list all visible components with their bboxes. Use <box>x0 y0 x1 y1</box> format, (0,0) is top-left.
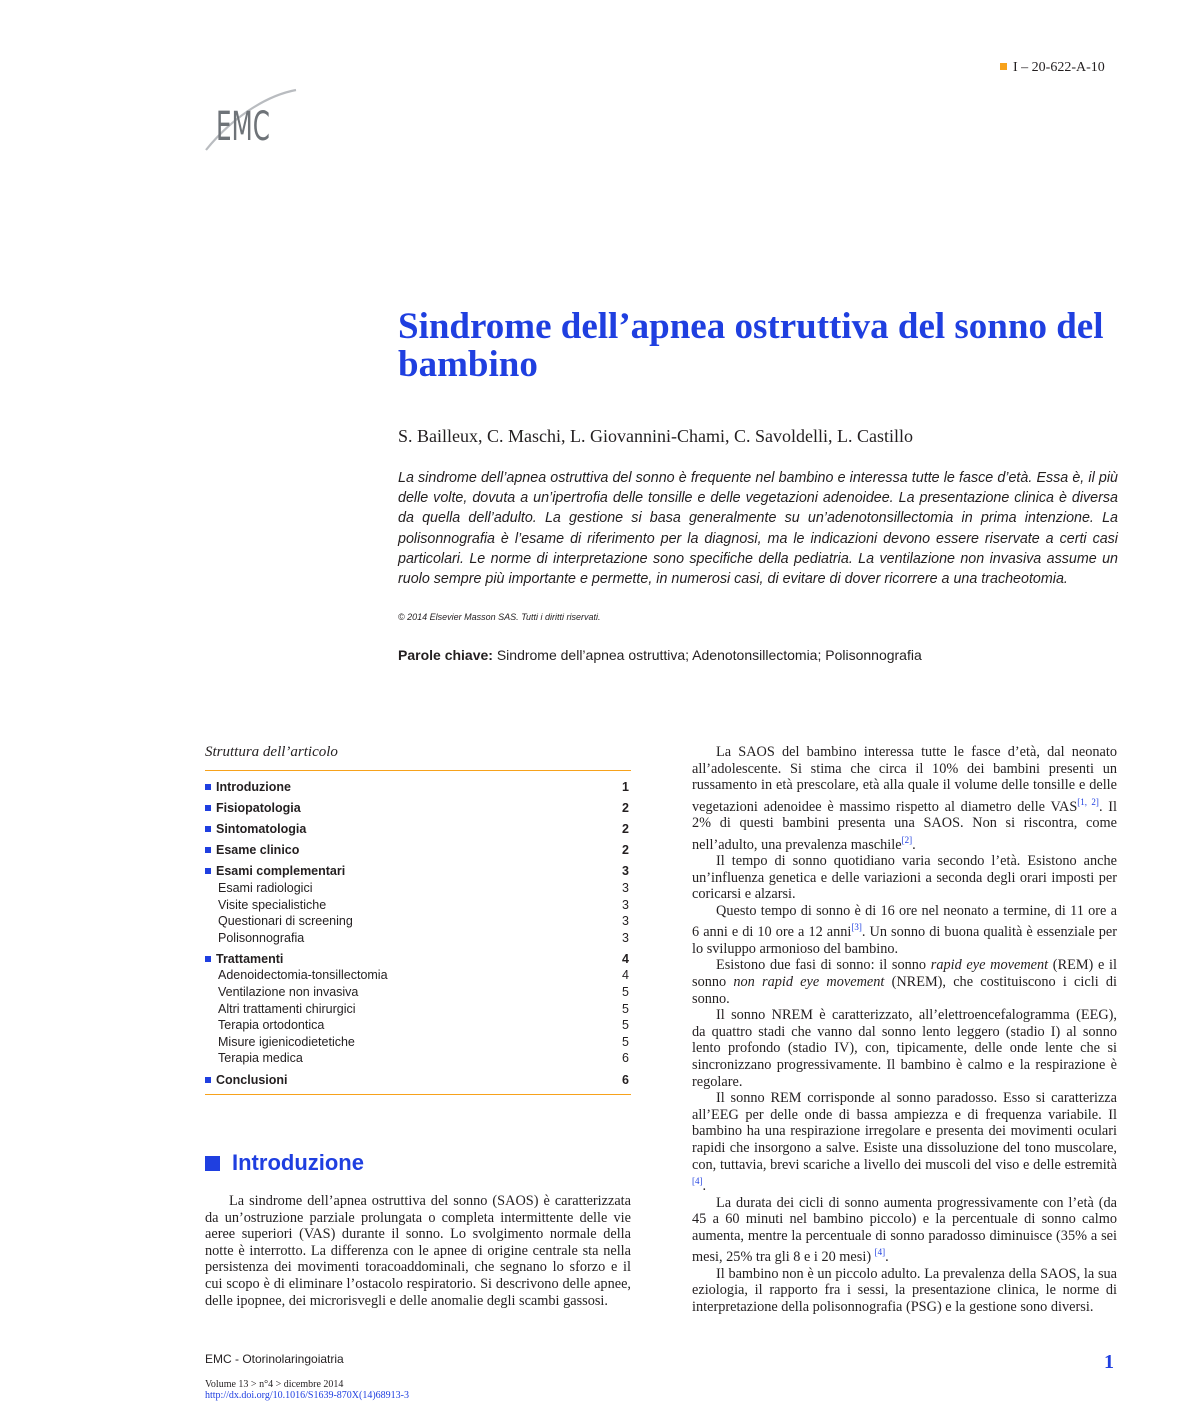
toc-item-misure-igienicodietetiche[interactable]: Misure igienicodietetiche 5 <box>218 1034 629 1049</box>
toc-item-introduzione[interactable]: Introduzione 1 <box>205 779 631 796</box>
keywords-value: Sindrome dell’apnea ostruttiva; Adenotonsillectomia; Polisonnografia <box>496 647 922 663</box>
toc-item-conclusioni[interactable]: Conclusioni 6 <box>205 1072 631 1089</box>
article-title: Sindrome dell’apnea ostruttiva del sonno del bambino <box>398 306 1104 385</box>
toc-item-esami-radiologici[interactable]: Esami radiologici 3 <box>218 880 629 895</box>
toc-item-questionari-di-screening[interactable]: Questionari di screening 3 <box>218 914 629 929</box>
toc-item-altri-trattamenti-chirurgici[interactable]: Altri trattamenti chirurgici 5 <box>218 1001 629 1016</box>
document-code-text: I – 20-622-A-10 <box>1013 60 1105 75</box>
toc-item-terapia-medica[interactable]: Terapia medica 6 <box>218 1051 629 1066</box>
page-number: 1 <box>1104 1351 1114 1373</box>
toc-item-fisiopatologia[interactable]: Fisiopatologia 2 <box>205 800 631 817</box>
abstract: La sindrome dell’apnea ostruttiva del sonno è frequente nel bambino e interessa tutte le fasce d’età. Essa è, il più delle volte, dovuta a un’ipertrofia delle tonsille e delle vegetazioni adenoidee. La presentazione clinica è diversa da quella dell’adulto. La gestione si basa generalmente su un’adenotonsillectomia in prima intenzione. La polisonnografia è l’esame di riferimento per la diagnosi, ma le indicazioni devono essere riservate a certi casi particolari. Le norme di interpretazione sono specifiche della pediatria. La ventilazione non invasiva assume un ruolo sempre più importante e permette, in numerosi casi, di evitare di dover ricorrere a una tracheotomia. <box>398 470 1118 588</box>
author-list: S. Bailleux, C. Maschi, L. Giovannini-Chami, C. Savoldelli, L. Castillo <box>398 426 913 446</box>
journal-name: EMC - Otorinolaringoiatria <box>205 1352 344 1366</box>
toc-list <box>205 771 631 1094</box>
copyright-notice: © 2014 Elsevier Masson SAS. Tutti i diritti riservati. <box>398 612 601 622</box>
reference-link[interactable]: [1, 2] <box>1077 796 1099 807</box>
keywords <box>398 647 922 663</box>
section-heading-introduzione <box>205 1150 364 1176</box>
toc-divider-bottom <box>205 1094 631 1095</box>
paragraph-child-not-adult: Il bambino non è un piccolo adulto. La prevalenza della SAOS, la sua eziologia, il rapporto fra i sessi, la presentazione clinica, le norme di interpretazione della polisonnografia (PSG) e la gestione sono diversi. <box>692 1265 1117 1315</box>
toc-item-ventilazione-non-invasiva[interactable]: Ventilazione non invasiva 5 <box>218 985 629 1000</box>
paragraph-sleep-cycles: La durata dei cicli di sonno aumenta progressivamente con l’età (da 45 a 60 minuti nel bambino piccolo) e la percentuale di sonno calmo aumenta, mentre la percentuale di sonno paradosso diminuisce (35% a sei mesi, 25% tra gli 8 e i 20 mesi) [4]. <box>692 1194 1117 1266</box>
blue-square-icon <box>205 1156 220 1171</box>
document-code <box>1000 60 1105 76</box>
toc-item-trattamenti[interactable]: Trattamenti 4 <box>205 951 631 968</box>
toc-item-esame-clinico[interactable]: Esame clinico 2 <box>205 842 631 859</box>
toc-item-esami-complementari[interactable]: Esami complementari 3 <box>205 863 631 880</box>
emc-logo-text: EMC <box>216 104 270 150</box>
body-column-right <box>692 744 1117 1315</box>
reference-link[interactable]: [4] <box>874 1247 886 1258</box>
intro-paragraph: La sindrome dell’apnea ostruttiva del sonno (SAOS) è caratterizzata da un’ostruzione parziale prolungata o completa intermittente delle vie aeree superiori (VAS) durante il sonno. Lo svolgimento normale della notte è interrotto. La differenza con le apnee di origine centrale sta nella persistenza dei movimenti toracoaddominali, che segnano lo sforzo e il cui scopo è di eliminare l’ostacolo respiratorio. Si descrivono delle apnee, delle ipopnee, dei microrisvegli e delle anomalie degli scambi gassosi. <box>205 1193 631 1309</box>
toc-item-adenoidectomia-tonsillectomia[interactable]: Adenoidectomia-tonsillectomia 4 <box>218 968 629 983</box>
toc-item-visite-specialistiche[interactable]: Visite specialistiche 3 <box>218 897 629 912</box>
emc-logo <box>200 76 300 156</box>
toc-item-polisonnografia[interactable]: Polisonnografia 3 <box>218 930 629 945</box>
paragraph-rem: Il sonno REM corrisponde al sonno paradosso. Esso si caratterizza all’EEG per delle onde di bassa ampiezza e di frequenza variabile. Il bambino ha una respirazione irregolare e presenta dei movimenti oculari rapidi che insorgono a salve. Esiste una dissoluzione del tono muscolare, con, tuttavia, brevi scariche a livello dei muscoli del viso e delle estremità [4]. <box>692 1090 1117 1194</box>
table-of-contents <box>205 742 631 1095</box>
paragraph-sleep-hours: Questo tempo di sonno è di 16 ore nel neonato a termine, di 11 ore a 6 anni e di 10 ore a 12 anni[3]. Un sonno di buona qualità è essenziale per lo sviluppo armonioso del bambino. <box>692 902 1117 957</box>
volume-info: Volume 13 > n°4 > dicembre 2014 <box>205 1379 344 1390</box>
paragraph-sleep-phases: Esistono due fasi di sonno: il sonno rapid eye movement (REM) e il sonno non rapid eye movement (NREM), che costituiscono i cicli di sonno. <box>692 957 1117 1007</box>
intro-column <box>205 1193 631 1309</box>
paragraph-nrem: Il sonno NREM è caratterizzato, all’elettroencefalogramma (EEG), da quattro stadi che vanno dal sonno lento leggero (stadio I) al sonno lento profondo (stadio IV), con, tipicamente, delle onde lente che si sincronizzano progressivamente. Il bambino è calmo e la respirazione è regolare. <box>692 1007 1117 1090</box>
toc-item-terapia-ortodontica[interactable]: Terapia ortodontica 5 <box>218 1018 629 1033</box>
toc-title: Struttura dell’articolo <box>205 744 338 760</box>
reference-link[interactable]: [4] <box>692 1176 703 1187</box>
orange-square-icon <box>1000 63 1007 70</box>
keywords-label: Parole chiave: <box>398 647 493 663</box>
paragraph-prevalence: La SAOS del bambino interessa tutte le fasce d’età, dal neonato all’adolescente. Si stima che circa il 10% dei bambini presenti un russamento in età prescolare, età alla quale il volume delle tonsille e delle vegetazioni adenoidee è massimo rispetto al diametro delle VAS[1, 2]. Il 2% di questi bambini presenta una SAOS. Non si riscontra, come nell’adulto, una prevalenza maschile[2]. <box>692 744 1117 853</box>
doi-link[interactable]: http://dx.doi.org/10.1016/S1639-870X(14)68913-3 <box>205 1390 409 1401</box>
reference-link[interactable]: [3] <box>851 922 862 933</box>
paragraph-sleep-time: Il tempo di sonno quotidiano varia secondo l’età. Esistono anche un’influenza genetica e delle variazioni a seconda degli orari imposti per coricarsi e alzarsi. <box>692 853 1117 903</box>
toc-item-sintomatologia[interactable]: Sintomatologia 2 <box>205 821 631 838</box>
reference-link[interactable]: [2] <box>901 834 913 845</box>
section-heading-text: Introduzione <box>232 1150 364 1175</box>
